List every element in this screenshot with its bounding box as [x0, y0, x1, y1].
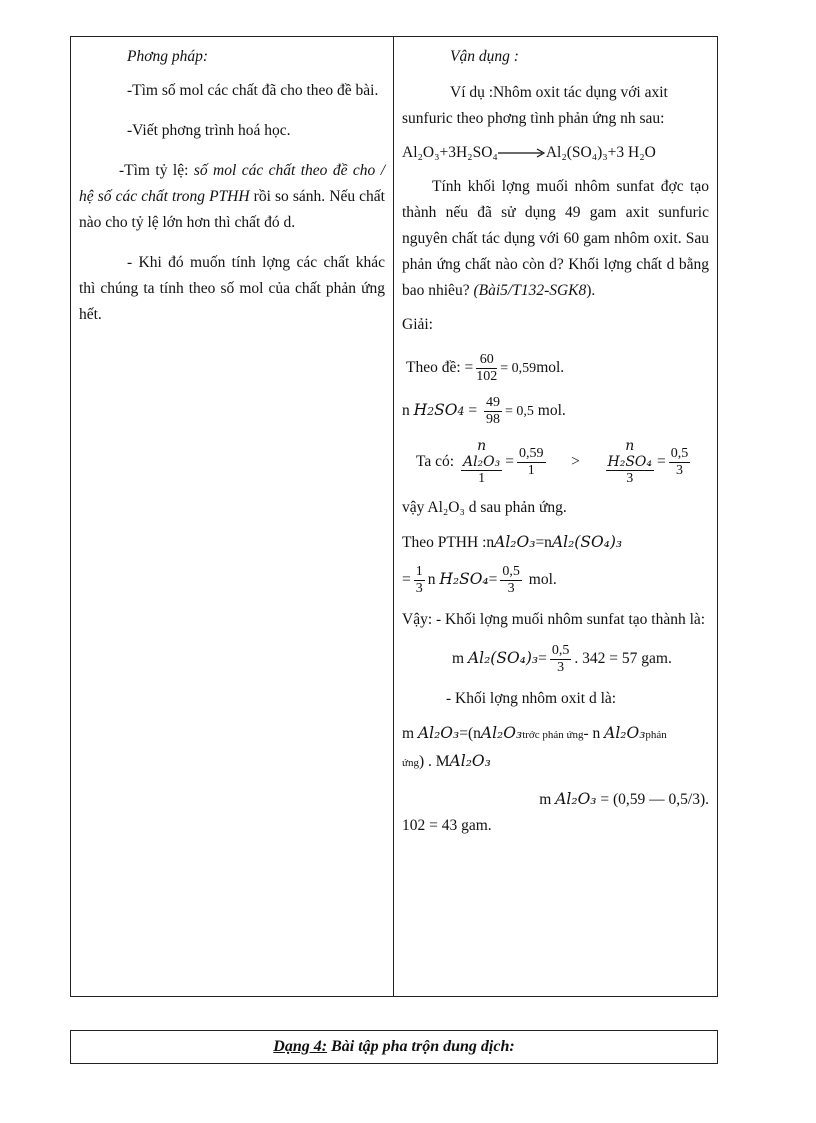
application-column — [394, 36, 717, 839]
line2-eq: = — [468, 402, 478, 420]
reference-end: ). — [586, 282, 596, 299]
fraction-05-3: $\frac{0,5}{3}$ — [502, 564, 520, 596]
line5-mid: =n — [535, 534, 552, 551]
method-heading: Phơng pháp: — [127, 48, 209, 65]
line10-reacted: phản — [645, 729, 667, 741]
method-step-3 — [79, 158, 385, 236]
ratio-eq2: = — [657, 453, 666, 471]
section-label: Dạng 4: — [273, 1038, 328, 1055]
line12-res: = (0,59 — 0,5/3). — [600, 791, 709, 808]
fraction-05-3b: $\frac{0,5}{3}$ — [551, 643, 570, 675]
moles-al2o3-line — [402, 352, 709, 385]
line8-formula: Al₂(SO₄)₃ — [467, 649, 539, 668]
line8-m: m — [452, 650, 465, 668]
step3-tail: rồi so sánh. Nếu chất nào cho tỷ lệ lớn hơn thì chất đó d. — [79, 188, 385, 231]
line10-minus: - n — [583, 725, 601, 742]
line2-h: H — [413, 401, 428, 420]
line8-result: . 342 = 57 gam. — [574, 650, 672, 668]
step3-ratio-text: số mol các chất theo đề cho / hệ số các chất trong PTHH — [79, 162, 385, 205]
line10-c: Al₂O₃ — [604, 724, 646, 742]
section-title: Bài tập pha trộn dung dịch: — [327, 1038, 515, 1055]
line12-m: m — [539, 791, 552, 808]
line11-mid: ) . M — [418, 753, 450, 770]
line2-unit: mol. — [537, 402, 566, 420]
line5-al2o3: Al₂O₃ — [494, 533, 536, 551]
line1-result: = 0,59 — [500, 361, 537, 377]
mass-excess-heading: - Khối lợng nhôm oxit d là: — [446, 690, 617, 707]
method-column — [71, 36, 393, 328]
method-step-1: -Tìm số mol các chất đã cho theo đề bài. — [127, 82, 379, 99]
line12-a: Al₂O₃ — [555, 790, 597, 808]
ratio-al2o3: n Al₂O₃ 1 — [462, 438, 501, 486]
greater-than: > — [571, 453, 580, 471]
reactants: Al₂O₃+3H₂SO₄ — [402, 144, 498, 161]
ratio-comparison-line — [402, 438, 709, 487]
line6-unit: mol. — [528, 571, 557, 589]
line2-sub4: 4 — [457, 405, 465, 419]
line2-n: n — [402, 402, 410, 420]
reaction-equation — [402, 140, 709, 166]
textbook-reference: (Bài5/T132-SGK8 — [473, 282, 587, 299]
line10-a: Al₂O₃ — [417, 724, 460, 742]
line6-n: n — [427, 571, 436, 589]
line6-eq: = — [402, 571, 411, 589]
ratio-h2so4: n H₂SO₄ 3 — [607, 438, 653, 486]
pthh-relation-line — [402, 529, 709, 556]
method-step-4: - Khi đó muốn tính lợng các chất khác thì chúng ta tính theo số mol của chất phản ứng hết. — [79, 254, 385, 323]
excess-conclusion: vậy Al₂O₃ d sau phản ứng. — [402, 499, 567, 516]
application-heading: Vận dụng : — [450, 48, 519, 65]
problem-text — [402, 174, 709, 304]
ratio-05: $\frac{0,5}{3}$ — [670, 446, 689, 478]
moles-product-line — [402, 564, 709, 597]
line10-m: m — [402, 725, 415, 742]
line10-mid: =(n — [459, 725, 481, 742]
fraction-1-3: $\frac{1}{3}$ — [415, 564, 423, 596]
ratio-059: $\frac{0,59}{1}$ — [519, 446, 544, 478]
mass-excess-formula-2 — [402, 748, 709, 776]
mass-excess-formula-1 — [402, 720, 709, 748]
line5-lead: Theo PTHH :n — [402, 534, 495, 551]
step3-lead: -Tìm tỷ lệ: — [119, 162, 194, 179]
fraction-49-98: $\frac{49}{98}$ — [485, 395, 500, 427]
example-text: Ví dụ :Nhôm oxit tác dụng với axit sunfuric theo phơng tình phản ứng nh sau: — [402, 84, 668, 127]
ratio-h-sub: H₂SO₄ — [607, 454, 653, 470]
mass-excess-result-2: 102 = 43 gam. — [402, 817, 492, 834]
line5-al2so43: Al₂(SO₄)₃ — [551, 533, 623, 551]
solution-label: Giải: — [402, 316, 433, 333]
mass-excess-result-1 — [402, 786, 709, 813]
ratio-eq1: = — [505, 453, 514, 471]
ratio-n2: n — [625, 438, 635, 454]
line11-d: Al₂O₃ — [449, 752, 491, 770]
line11-reacted: ứng — [402, 757, 419, 769]
mass-product-line — [402, 643, 709, 676]
line6-eq2: = — [488, 571, 498, 589]
problem-body: Tính khối lợng muối nhôm sunfat đợc tạo thành nếu đã sử dụng 49 gam axit sunfuric nguyên chất tác dụng với 60 gam nhôm oxit. Sau phản ứng chất nào còn d? Khối lợng chất d bằng bao nhiêu? — [402, 178, 709, 299]
line8-eq: = — [538, 650, 547, 668]
ratio-n1: n — [477, 438, 487, 454]
products: Al₂(SO₄)₃+3 H₂O — [545, 144, 656, 161]
method-step-2: -Viết phơng trình hoá học. — [127, 122, 291, 139]
line10-b: Al₂O₃ — [480, 724, 523, 742]
line1-unit: mol. — [536, 359, 565, 377]
line2-result: = 0,5 — [504, 404, 534, 420]
fraction-60-102: $\frac{60}{102}$ — [476, 352, 498, 384]
line10-before: trớc phản ứng — [522, 729, 584, 741]
ratio-al-sub: Al₂O₃ — [462, 454, 501, 470]
moles-h2so4-line — [402, 395, 709, 428]
section-title-box — [70, 1030, 718, 1064]
mass-product-heading: Vậy: - Khối lợng muối nhôm sunfat tạo thành là: — [402, 611, 706, 628]
line2-so: SO — [434, 401, 458, 420]
line1-lead: Theo đề: = — [406, 359, 474, 377]
reaction-arrow-icon — [498, 148, 546, 158]
line2-sub2: 2 — [427, 405, 435, 419]
line3-lead: Ta có: — [416, 453, 455, 471]
line6-h2so4: H₂SO₄ — [439, 570, 489, 589]
